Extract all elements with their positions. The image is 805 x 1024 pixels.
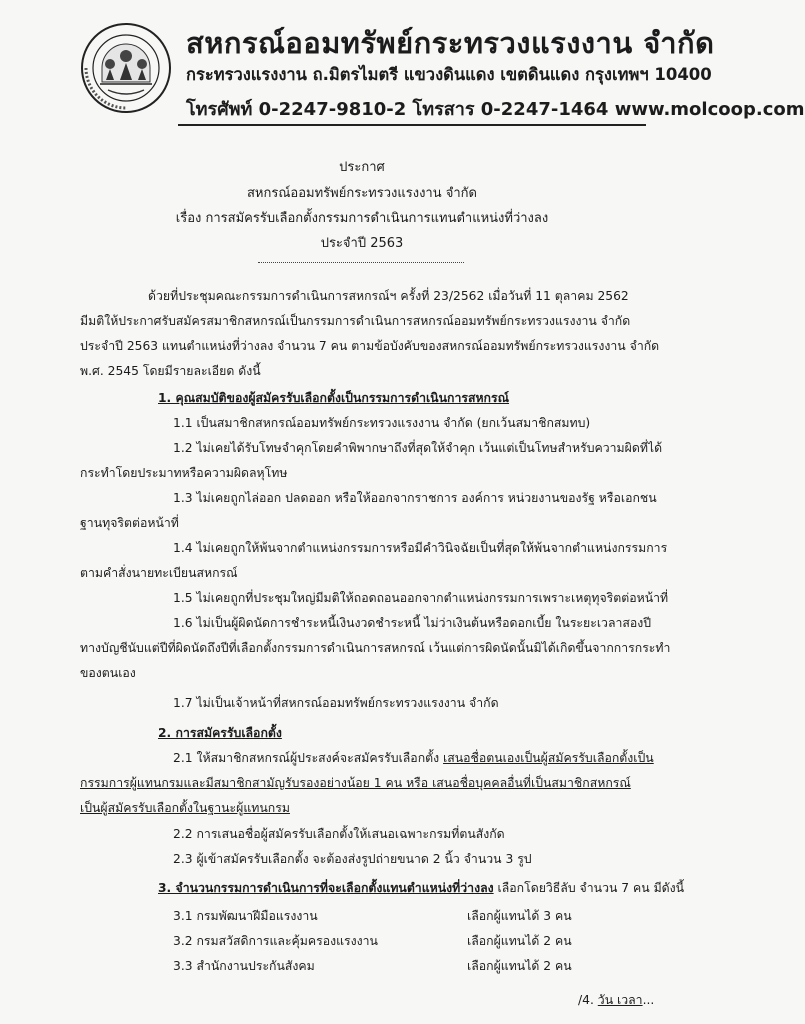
section2-title: 2. การสมัครรับเลือกตั้ง — [158, 726, 282, 740]
department-row-label: 3.3 สำนักงานประกันสังคม — [173, 959, 315, 973]
section2-item-cont: เป็นผู้สมัครรับเลือกตั้งในฐานะผู้แทนกรม — [80, 801, 290, 815]
announcement-issuer: สหกรณ์ออมทรัพย์กระทรวงแรงงาน จำกัด — [247, 186, 477, 201]
section2-item-cont: กรรมการผู้แทนกรมและมีสมาชิกสามัญรับรองอย่างน้อย 1 คน หรือ เสนอชื่อบุคคลอื่นที่เป็นสมาชิกสหกรณ์ — [80, 776, 631, 790]
announcement-subject: เรื่อง การสมัครรับเลือกตั้งกรรมการดำเนินการแทนตำแหน่งที่ว่างลง — [175, 211, 549, 226]
intro-line: มีมติให้ประกาศรับสมัครสมาชิกสหกรณ์เป็นกรรมการดำเนินการสหกรณ์ออมทรัพย์กระทรวงแรงงาน จำกัด — [80, 314, 631, 328]
section1-title: 1. คุณสมบัติของผู้สมัครรับเลือกตั้งเป็นกรรมการดำเนินการสหกรณ์ — [158, 391, 510, 405]
department-row-label: 3.1 กรมพัฒนาฝีมือแรงงาน — [173, 909, 318, 923]
section2-item — [173, 752, 654, 764]
intro-line: ประจำปี 2563 แทนตำแหน่งที่ว่างลง จำนวน 7 คน ตามข้อบังคับของสหกรณ์ออมทรัพย์กระทรวงแรงงาน จำกัด — [80, 339, 660, 353]
section1-item: 1.3 ไม่เคยถูกไล่ออก ปลดออก หรือให้ออกจากราชการ องค์การ หน่วยงานของรัฐ หรือเอกชน — [173, 491, 657, 505]
section2-item-underlined: เสนอชื่อตนเองเป็นผู้สมัครรับเลือกตั้งเป็น — [443, 751, 654, 765]
section1-item: 1.6 ไม่เป็นผู้ผิดนัดการชำระหนี้เงินงวดชำระหนี้ ไม่ว่าเงินต้นหรือดอกเบี้ย ในระยะเวลาสองปี — [173, 616, 652, 630]
section1-item-cont: ของตนเอง — [80, 666, 136, 680]
organization-contact: โทรศัพท์ 0-2247-9810-2 โทรสาร 0-2247-1464 www.molcoop.com — [186, 99, 805, 120]
dotted-separator — [258, 262, 464, 263]
section2-item: 2.2 การเสนอชื่อผู้สมัครรับเลือกตั้งให้เสนอเฉพาะกรมที่ตนสังกัด — [173, 827, 505, 841]
section1-item-cont: ฐานทุจริตต่อหน้าที่ — [80, 516, 179, 530]
continuation-underlined: วัน เวลา — [597, 993, 643, 1007]
section1-item: 1.7 ไม่เป็นเจ้าหน้าที่สหกรณ์ออมทรัพย์กระทรวงแรงงาน จำกัด — [173, 696, 499, 710]
intro-line: พ.ศ. 2545 โดยมีรายละเอียด ดังนี้ — [80, 364, 261, 378]
section1-item: 1.4 ไม่เคยถูกให้พ้นจากตำแหน่งกรรมการหรือมีคำวินิจฉัยเป็นที่สุดให้พ้นจากตำแหน่งกรรมการ — [173, 541, 668, 555]
section1-item-cont: กระทำโดยประมาทหรือความผิดลหุโทษ — [80, 466, 288, 480]
section2-item: 2.3 ผู้เข้าสมัครรับเลือกตั้ง จะต้องส่งรูปถ่ายขนาด 2 นิ้ว จำนวน 3 รูป — [173, 852, 532, 866]
section3-heading — [158, 882, 684, 894]
section1-item: 1.5 ไม่เคยถูกที่ประชุมใหญ่มีมติให้ถอดถอนออกจากตำแหน่งกรรมการเพราะเหตุทุจริตต่อหน้าที่ — [173, 591, 669, 605]
intro-line: ด้วยที่ประชุมคณะกรรมการดำเนินการสหกรณ์ฯ ครั้งที่ 23/2562 เมื่อวันที่ 11 ตุลาคม 2562 — [148, 289, 629, 303]
department-row-count: เลือกผู้แทนได้ 2 คน — [467, 934, 572, 948]
section2-item-text: 2.1 ให้สมาชิกสหกรณ์ผู้ประสงค์จะสมัครรับเลือกตั้ง — [173, 751, 444, 765]
continuation-prefix: /4. — [578, 993, 598, 1007]
letterhead-divider — [178, 124, 646, 126]
section1-item: 1.2 ไม่เคยได้รับโทษจำคุกโดยคำพิพากษาถึงที่สุดให้จำคุก เว้นแต่เป็นโทษสำหรับความผิดที่ได้ — [173, 441, 663, 455]
organization-name: สหกรณ์ออมทรัพย์กระทรวงแรงงาน จำกัด — [186, 26, 715, 60]
department-row-count: เลือกผู้แทนได้ 3 คน — [467, 909, 572, 923]
section3-title: 3. จำนวนกรรมการดำเนินการที่จะเลือกตั้งแทนตำแหน่งที่ว่างลง — [158, 881, 494, 895]
section1-item-cont: ตามคำสั่งนายทะเบียนสหกรณ์ — [80, 566, 238, 580]
organization-address: กระทรวงแรงงาน ถ.มิตรไมตรี แขวงดินแดง เขตดินแดง กรุงเทพฯ 10400 — [186, 65, 712, 84]
department-row-label: 3.2 กรมสวัสดิการและคุ้มครองแรงงาน — [173, 934, 378, 948]
section1-item: 1.1 เป็นสมาชิกสหกรณ์ออมทรัพย์กระทรวงแรงงาน จำกัด (ยกเว้นสมาชิกสมทบ) — [173, 416, 591, 430]
announcement-label: ประกาศ — [339, 160, 385, 175]
department-row-count: เลือกผู้แทนได้ 2 คน — [467, 959, 572, 973]
page-continuation — [578, 994, 654, 1006]
announcement-year: ประจำปี 2563 — [320, 236, 404, 251]
section3-title-tail: เลือกโดยวิธีลับ จำนวน 7 คน มีดังนี้ — [493, 881, 685, 895]
section1-item-cont: ทางบัญชีนับแต่ปีที่ผิดนัดถึงปีที่เลือกตั้งกรรมการดำเนินการสหกรณ์ เว้นแต่การผิดนัดนั้นมิได้เกิดขึ้นจากการกระทำ — [80, 641, 671, 655]
continuation-suffix: ... — [642, 993, 655, 1007]
cooperative-seal-logo — [80, 22, 172, 114]
